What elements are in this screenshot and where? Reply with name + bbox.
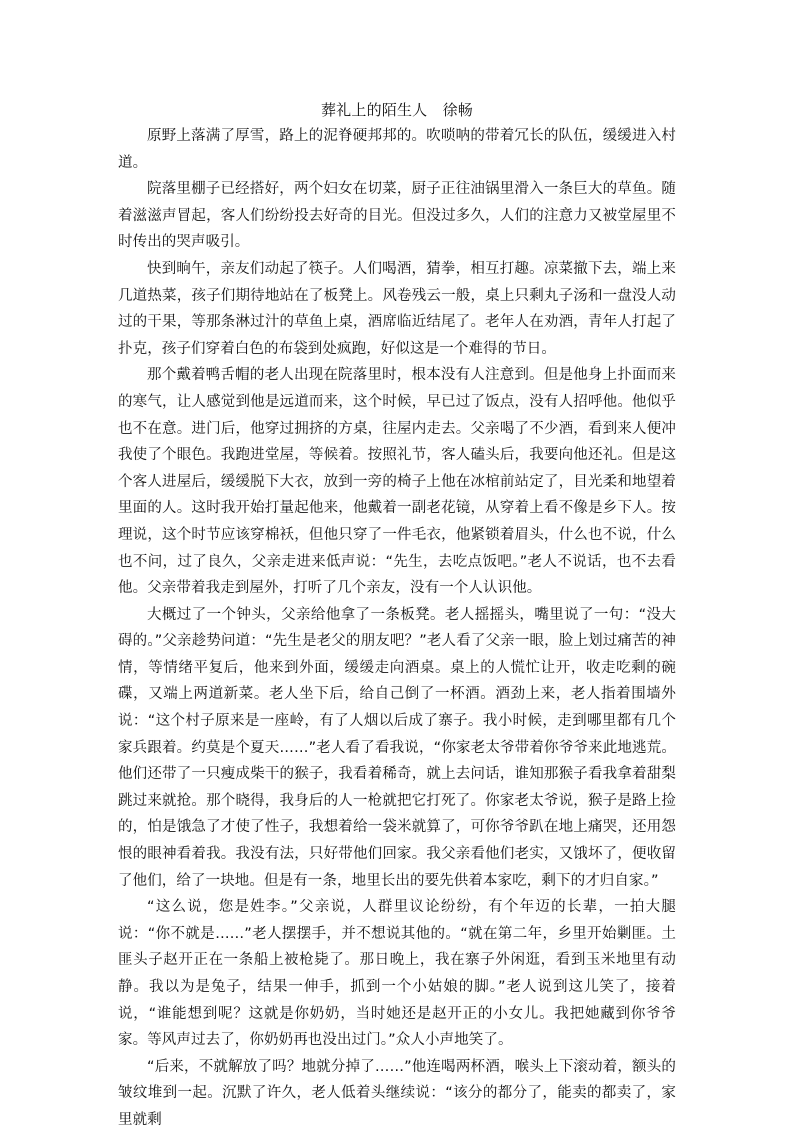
paragraph-1: 原野上落满了厚雪，路上的泥脊硬邦邦的。吹唢呐的带着冗长的队伍，缓缓进入村道。 <box>118 128 676 171</box>
paragraph-7: “后来，不就解放了吗？地就分掉了……”他连喝两杯酒，喉头上下滚动着，额头的皱纹堆到一起。沉默了许久，老人低着头继续说：“该分的都分了，能卖的都卖了，家里就剩 <box>118 1058 676 1128</box>
paragraph-5: 大概过了一个钟头，父亲给他拿了一条板凳。老人摇摇头，嘴里说了一句：“没大碍的。”父亲趁势问道：“先生是老父的朋友吧？”老人看了父亲一眼，脸上划过痛苦的神情，等情绪平复后，他来到外面，缓缓走向酒桌。桌上的人慌忙让开，收走吃剩的碗碟，又端上两道新菜。老人坐下后，给自己倒了一杯酒。酒劲上来，老人指着围墙外说：“这个村子原来是一座岭，有了人烟以后成了寨子。我小时候，走到哪里都有几个家兵跟着。约莫是个夏天……”老人看了看我说，“你家老太爷带着你爷爷来此地逃荒。他们还带了一只瘦成柴干的猴子，我看着稀奇，就上去问话，谁知那猴子看我拿着甜梨跳过来就抢。那个晓得，我身后的人一枪就把它打死了。你家老太爷说，猴子是路上捡的，怕是饿急了才使了性子，我想着给一袋米就算了，可你爷爷趴在地上痛哭，还用怨恨的眼神看着我。我没有法，只好带他们回家。我父亲看他们老实，又饿坏了，便收留了他们，给了一块地。但是有一条，地里长出的要先供着本家吃，剩下的才归自家。” <box>118 606 676 889</box>
document-title: 葬礼上的陌生人 徐畅 <box>320 101 473 119</box>
paragraph-6: “这么说，您是姓李。”父亲说，人群里议论纷纷，有个年迈的长辈，一拍大腿说：“你不就是……”老人摆摆手，并不想说其他的。“就在第二年，乡里开始剿匪。土匪头子赵开正在一条船上被枪毙了。那日晚上，我在寨子外闲逛，看到玉米地里有动静。我以为是兔子，结果一伸手，抓到一个小姑娘的脚。”老人说到这儿笑了，接着说，“谁能想到呢？这就是你奶奶，当时她还是赵开正的小女儿。我把她藏到你爷爷家。等风声过去了，你奶奶再也没出过门。”众人小声地笑了。 <box>118 899 676 1049</box>
document-page <box>118 98 676 1134</box>
paragraph-2: 院落里棚子已经搭好，两个妇女在切菜，厨子正往油锅里滑入一条巨大的草鱼。随着滋滋声冒起，客人们纷纷投去好奇的目光。但没过多久，人们的注意力又被堂屋里不时传出的哭声吸引。 <box>118 181 676 251</box>
paragraph-4: 那个戴着鸭舌帽的老人出现在院落里时，根本没有人注意到。但是他身上扑面而来的寒气，让人感觉到他是远道而来，这个时候，早已过了饭点，没有人招呼他。他似乎也不在意。进门后，他穿过拥挤的方桌，往屋内走去。父亲喝了不少酒，看到来人便冲我使了个眼色。我跑进堂屋，等候着。按照礼节，客人磕头后，我要向他还礼。但是这个客人进屋后，缓缓脱下大衣，放到一旁的椅子上他在冰棺前站定了，目光柔和地望着里面的人。这时我开始打量起他来，他戴着一副老花镜，从穿着上看不像是乡下人。按理说，这个时节应该穿棉袄，但他只穿了一件毛衣，他紧锁着眉头，什么也不说，什么也不问，过了良久，父亲走进来低声说：“先生，去吃点饭吧。”老人不说话，也不去看他。父亲带着我走到屋外，打听了几个亲友，没有一个人认识他。 <box>118 367 676 597</box>
paragraph-3: 快到晌午，亲友们动起了筷子。人们喝酒，猜拳，相互打趣。凉菜撤下去，端上来几道热菜，孩子们期待地站在了板凳上。风卷残云一般，桌上只剩丸子汤和一盘没人动过的干果，等那条淋过汁的草鱼上桌，酒席临近结尾了。老年人在劝酒，青年人打起了扑克，孩子们穿着白色的布袋到处疯跑，好似这是一个难得的节日。 <box>118 260 676 357</box>
